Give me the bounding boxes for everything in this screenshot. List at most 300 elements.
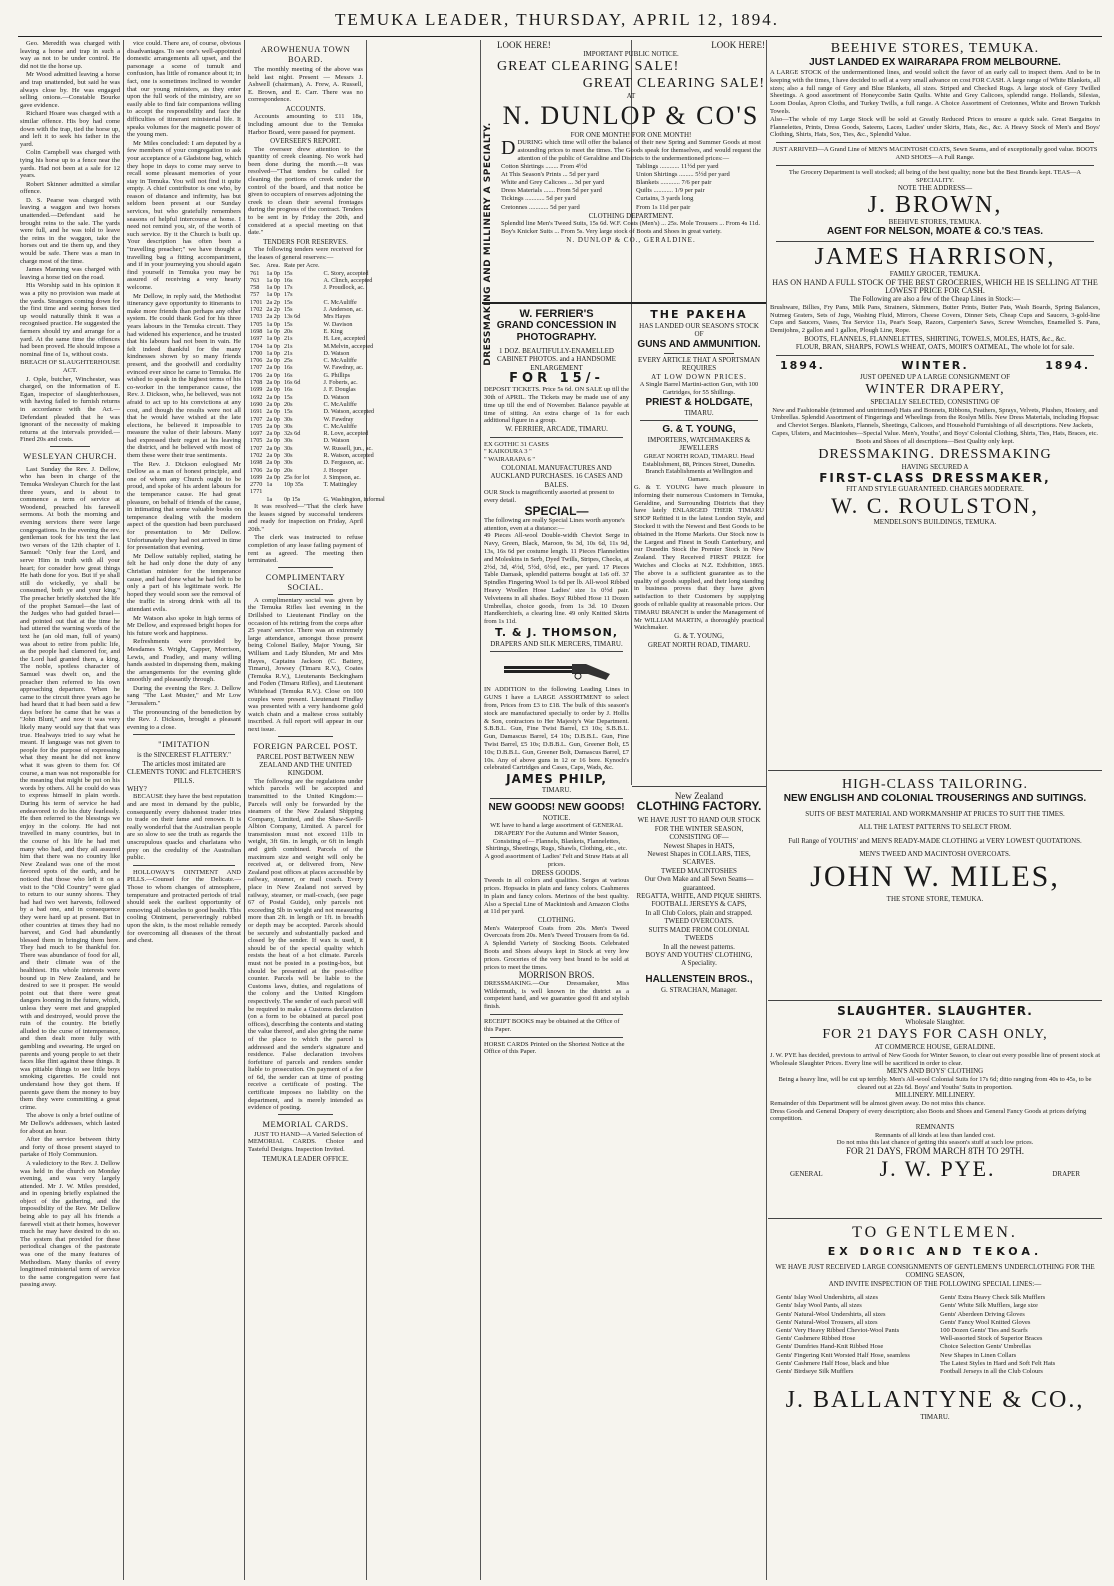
clearing-sale-1: GREAT CLEARING SALE! [497,59,680,75]
tenders-cell: C. McAuliffe [323,422,357,430]
clothing-heading: CLOTHING. [537,916,576,925]
tenders-cell: 1707 [250,415,263,423]
gentlemen-lines [770,1294,1100,1376]
thomson-title: T. & J. THOMSON, [494,625,619,639]
tenders-cell: J. Anderson, ac. [323,306,363,314]
tenders-row [248,416,387,423]
tenders-cell: D. Ferguson, ac. [323,459,365,467]
tenders-cell: 2a 2p [266,298,280,306]
tenders-cell: 1702 [250,452,263,459]
colonial-line: COLONIAL MANUFACTURES AND AUCKLAND PURCHASES. 16 CASES AND BALES. [490,464,623,489]
having-secured: HAVING SECURED A [901,462,969,471]
dunlop-body-text: DURING which time will offer the balance of their new Spring and Summer Goods at most astounding prices to meet the times. The Goods speak for themselves, and would request the attention of the public of Geraldine and Districts to the undermentioned prices:— [517,139,761,162]
newest-hats: Newest Shapes in HATS, [663,841,735,850]
tenders-cell: 1a 0p [266,269,280,277]
tenders-table [248,262,387,503]
article-paragraph: Mr Wood admitted leaving a horse and trap unattended, but said he was always close by. He was engaged selling onions.—Constable Bourke gave evidence. [20,71,120,109]
tenders-cell: C. Story, accepted [323,269,369,277]
tenders-cell: 16s [283,371,293,379]
price-list-right [636,163,761,212]
boys-note: A Speciality. [681,959,717,968]
tenders-cell: 1705 [250,437,263,445]
ballantyne-title: J. BALLANTYNE & CO., [785,1387,1085,1414]
list-item: The Latest Styles in Hard and Soft Felt Hats [940,1359,1056,1367]
notice-heading: NOTICE. [542,813,571,822]
list-item: Gents' Cashmere Half Hose, black and blue [776,1359,890,1367]
at-label: AT [626,92,636,101]
hallenstein-manager: G. STRACHAN, Manager. [660,985,738,994]
draper-label: DRAPER [1052,1169,1080,1178]
tenders-cell: 2a 0p [266,415,280,423]
philp-body: IN ADDITION to the following Leading Lines in GUNS I have a LARGE ASSORTMENT to select from, Prices from £3 to £18. The bulk of this season's stock are manufactured specially to order by J. Hollis & Son, contractors to Her Majesty's War Department. S.B.B.L. Gun, Fine Twist Barrel, £3 10s; S.B.B.L. Gun, Damascus Barrel, £4 10s; D.B.B.L. Gun, Fine Twist Barrel, £5 10s; D.B.B.L. Gun, Greener Bolt, £5 10s; D.B.B.L. Gun, Greener Bolt, Damascus Barrel, £7 10s. Any of above guns in 12 or 16 bore. Kynoch's celebrated Cartridges and Cases, Caps, Wads, &c. [484,686,629,772]
tenders-cell: 0p 15s [283,495,301,503]
article-paragraph: The following are the regulations under which parcels will be accepted and transmitted to the United Kingdom:— Parcels will only be forwarded by the steamers of the New Zealand Shipping Company, Limited, and the Shaw-Savill-Albion Company, Limited. A parcel for transmission must not exceed 11lb in weight, 3ft 6in. in length, or 6ft in length and girth combined. Parcels of the maximum size and weight will only be received at, or delivered from, New Zealand post offices at places accessible by railway, steamer, or mail coach. Every place in New Zealand not served by railway, steamer, or mail-coach, (see page 67 of Postal Guide), only parcels not exceeding 5lb in weight and not measuring more than 2ft. in length or 1ft. in breadth or depth may be accepted. Parcels should be securely and substantially packed and closed by the sender. If wax is used, it should be of the special quality which resists the heat of a hot climate. Parcels must not be posted in a posting-box, but should be presented at the post-office counter. Parcels will be liable to the Customs laws, duties, and regulations of the colony and the United Kingdom respectively. The sender of each parcel will be required to make a Customs declaration (on a form to be obtained at parcel post offices), describing the contents and stating the value thereof, and also giving the name of the place to which the parcel is addressed and the sender's signature and residence. False declaration involves forfeiture of parcels and renders sender liable to prosecution. On payment of a fee of 6d, the sender can at time of posting receive a certificate of posting. The certificate imposes no liability on the department, and is merely intended as evidence of posting. [248,777,363,1112]
millinery-body: Remainder of this Department will be almost given away. Do not miss this chance. [770,1099,986,1107]
tailoring-title: HIGH-CLASS TAILORING. [841,777,1029,792]
divider [50,463,90,464]
tenders-cell [322,488,387,495]
dress-heading: DRESS GOODS. [531,868,582,877]
tenders-cell: 1a 0p [266,276,280,284]
tenders-row [248,394,387,401]
shipment-list [484,441,629,464]
tenders-cell: 1704 [250,342,263,350]
gentlemen-invite: AND INVITE INSPECTION OF THE FOLLOWING SPECIAL LINES:— [828,1279,1042,1288]
list-item: " WAIRARAPA 6 " [484,456,536,464]
divider [278,567,333,568]
morrison-body: DRESSMAKING.—Our Dressmaker, Miss Wildermuth, is well known in the district as a competent hand, and we guarantee good fit and stylish finish. [484,979,629,1011]
opened-line: JUST OPENED UP A LARGE CONSIGNMENT OF [859,372,1010,381]
slaughter-heading: SLAUGHTER. SLAUGHTER. [837,1004,1033,1018]
one-month: FOR ONE MONTH! FOR ONE MONTH! [570,130,692,139]
divider [490,1014,623,1015]
article-paragraph: James Manning was charged with leaving a horse tied on the road. [20,266,120,281]
millinery: MILLINERY. MILLINERY. [895,1091,975,1100]
tenders-cell: 2a 2p [266,306,280,314]
tenders-row [248,335,387,342]
column-rule [123,40,124,1580]
article-heading: AROWHENUA TOWN BOARD. [260,44,351,64]
tenders-row [248,277,387,284]
tenders-cell: 2a 0p [266,408,280,416]
ad-body: BECAUSE they have the best reputation and are most in demand by the public, consequently every dishonest trader tries to trade on their fame and renown. It is really wonderful that the Australian people are so slow to see the truth as regards the unscrupulous quacks and charlatans who prey on the credulity of the Australian public. [127,793,241,862]
tenders-cell: A. Clinch, accepted [323,276,373,284]
vertical-banner-text: DRESSMAKING AND MILLINERY A SPECIALTY. [483,122,493,366]
tenders-cell: Area. [266,262,280,270]
article-heading: COMPLIMENTARY SOCIAL. [265,571,346,592]
list-item: Gents' Dumfries Hand-Knit Ribbed Hose [776,1343,884,1351]
tenders-row [248,459,387,466]
tenders-cell: 1691 [250,408,263,416]
tenders-cell: 1707 [250,444,263,452]
tenders-cell: 16s [283,364,293,372]
list-item: Gents' Islay Wool Pants, all sizes [776,1302,862,1310]
tenders-cell: 32s 6d [283,430,301,438]
article-subheading: BREACH OF SLAUGHTERHOUSE ACT. [20,359,120,374]
newest-collars: Newest Shapes in COLLARS, TIES, SCARVES. [647,850,751,867]
tenders-cell: 1692 [250,393,263,401]
specially-selected: SPECIALLY SELECTED, CONSISTING OF [870,398,1000,407]
pye-signature [770,1156,1100,1181]
list-item: Gents' Islay Wool Undershirts, all sizes [776,1294,878,1302]
ferrier-subtitle: GRAND CONCESSION IN PHOTOGRAPHY. [496,320,617,343]
tenders-row [248,357,387,364]
tenders-cell: 1701 [250,298,263,306]
list-item: Well-assorted Stock of Superior Braces [940,1335,1043,1343]
special-intro: The following are really Special Lines worth anyone's attention, even at a distance:— [484,516,625,532]
tenders-cell: 1a 0p [266,342,280,350]
tenders-cell: T. Mattingley [323,481,358,489]
wholesale-line: Wholesale Slaughter. [905,1018,965,1026]
tenders-cell: Rate per Acre. [283,262,320,270]
rifle-offer: A Single Barrel Martini-action Gun, with 100 Cartridges, for 55 Shillings. [639,381,759,396]
tenders-row [248,372,387,379]
tenders-cell: 2a 0p [266,430,280,438]
tenders-cell: 30s [283,415,293,423]
consisting: CONSISTING OF— [669,833,729,842]
price-list [497,163,765,212]
list-item: At This Season's Prints ... 5d per yard [501,170,599,178]
cheap-lines: The Following are also a few of the Cheap Lines in Stock:— [849,295,1021,304]
our-stock: OUR Stock is magnificently assorted at present to every detail. [484,489,615,505]
article-paragraph: D. S. Pearse was charged with leaving a waggon and two horses unattended.—Defendant said he brought reins to the sale. The yards were full, and he was told to leave the reins in the waggon, take the horses out and tie them up, and they would be safe. There was a man in charge most of the time. [20,196,120,265]
tenders-cell: 1702 [250,306,263,314]
tenders-cell: 2a 0p [266,393,280,401]
tenders-cell: D. Watson [323,393,350,401]
article-heading: WESLEYAN CHURCH. [23,450,117,461]
divider [776,355,1094,356]
new-goods: NEW GOODS! NEW GOODS! [488,801,625,813]
special-heading: SPECIAL— [524,503,589,518]
article-paragraph: After the service between thirty and forty of those present stayed to partake of Holy Communion. [20,1136,120,1159]
ad-heading: MEMORIAL CARDS. [262,1118,349,1129]
list-item: Gents' Natural-Wool Undershirts, all sizes [776,1310,886,1318]
article-paragraph: Last Sunday the Rev. J. Dellow, who has been in charge of the Temuka Wesleyan Church for the last three years, and is about to commence a term of service at Woodend, preached his farewell sermons. At both the morning and evening services there were large congregations. In the evening the rev. gentleman took for his text the last two verses of the 12th chapter of I. Samuel: "Only fear the Lord, and serve Him in truth with all your heart; for consider how great things He hath done for you. But if ye shall still do wickedly, ye shall be consumed, both ye and your king." The preacher briefly sketched the life of the prophet Samuel—the last of the Judges who had guided Israel—and pointed out that at the time he had uttered the warning words of the text he (an old man, full of years) was about to retire from public life, as the people had clamored for, and the Lord had granted them, a king. The noble, spotless character of Samuel was dwelt on, and the preacher then referred to his own approaching departure. When he came to the circuit three years ago he had heard that it had been said a few days before he came that he was a "John Blunt," and now it was very likely many would say that that was true. Healways tried to say what he meant. If language was not given to people for the purpose of expressing what they meant he did not know what it was given to them for. Of course, a man was not responsible for the meaning that might be put on his words by others. All he could do was to express himself in plain words. During his term of service he had endeavored to do his duty fearlessly. He then referred to the blessings we enjoy in the colony. He had not travelled in many countries, but in the course of his life he had met many who had, and they all assured him that there was no country like New Zealand was one of the most favored spots of the earth, and he noticed that those who left it on a visit to the "Old Country" were glad to return to our sunny shores. They had had two wet harvests, followed by a bad one, and in consequence they were hard up at present. But in other countries at times they had no harvest, and God had abundantly blessed them in bringing them here. They had much to be thankful for. There was abundance of food for all, and their climate was of the healthiest. His whole interests were bound up in New Zealand, and he desired to see it prosper. He would point out that there were great dangers looming in the future, which, unless they were met and grappled with and destroyed, would prove the ruin of the country. He briefly alluded to the curse of intemperance, and then dealt more fully with gambling and swearing. He urged on parents and young people to set their faces like flint against these things. It was pitiable things to see little boys smoking cigarettes. He could not understand how they got them. If parents gave them the money to buy them they were committing a great crime. [20,465,120,1111]
divider [490,798,623,799]
tweed-line: MEN'S TWEED AND MACINTOSH OVERCOATS. [859,850,1011,859]
list-item: Gents' Cashmere Ribbed Hose [776,1335,856,1343]
pakeha-body: HAS LANDED OUR SEASON'S STOCK OF [639,322,759,339]
guns-heading: GUNS AND AMMUNITION. [637,338,761,350]
days-21: FOR 21 DAYS FOR CASH ONLY, [822,1027,1048,1043]
football-note: In all Club Colors, plain and strapped. [645,908,753,917]
list-item: Gents' Natural-Wool Trousers, all sizes [776,1318,878,1326]
article-subheading: PARCEL POST BETWEEN NEW ZEALAND AND THE UNITED KINGDOM. [256,752,355,778]
tenders-cell: 25s for lot [283,473,310,481]
divider [482,302,766,304]
tenders-cell: 16s [283,276,293,284]
look-here-left: LOOK HERE! [497,40,551,50]
list-item: Curtains, 3 yards long [636,195,694,203]
tenders-cell: J. Hooper [323,466,348,474]
tenders-cell: D. Watson [323,437,350,445]
harrison-subtitle: FAMILY GROCER, TEMUKA. [889,270,981,279]
tenders-cell: J. Simpson, ac. [323,473,361,481]
dunlop-ad [497,40,765,300]
winter-word: WINTER. [901,358,969,372]
divider [768,1218,1102,1219]
tenders-row [248,284,387,291]
tenders-cell: 2a 0p [266,452,280,459]
article-paragraph: The above is only a brief outline of Mr Dellow's addresses, which lasted for about an hour. [20,1112,120,1135]
tenders-cell: G. Phillips [323,371,350,379]
divider [776,142,1094,143]
suits-note: In all the newest patterns. [663,942,735,951]
article-paragraph: The monthly meeting of the above was held last night. Present — Messrs J. Ashwell (chairman), A. Frew, A. Russell, E. Brown, and E. Carr. There was no correspondence. [248,66,363,104]
ad-subheading: WHY? [127,785,147,794]
brown-title: J. BROWN, [867,191,1003,218]
drop-cap: D [501,137,516,160]
boys-heading: MEN'S AND BOYS' CLOTHING [886,1067,984,1076]
tenders-cell: 17s [283,284,293,292]
gentlemen-lines-left [776,1294,930,1376]
tenders-cell: 15s [283,393,293,401]
article-paragraph: Mr Miles concluded: I am deputed by a few members of your congregation to ask your acceptance of a Gladstone bag, which they hope in days to come may serve to recall some pleasant memories of your stay in Temuka. You will not find it quite empty. A chief contributor is one who, by reason of distance and infirmity, has but seldom been present at our Sunday services, but who gratefully remembers seasons of helpful intercourse at home. I need not remind you, sir, of the worth of such service. By it the Church is built up. Your description has often been a "travelling preacher;" we have thought a travelling bag a fitting accompaniment, and if in your journeying you should again find yourself in Temuka you may be assured of receiving a very hearty welcome. [127,139,241,291]
look-here-row [497,40,765,50]
list-item: Union Shirtings ......... 5½d per yard [636,170,730,178]
article-heading: FOREIGN PARCEL POST. [253,740,358,751]
nz-label: New Zealand [674,791,724,801]
article-paragraph: The pronouncing of the benediction by the Rev. J. Dickson, brought a pleasant evening to a close. [127,708,241,731]
tenders-cell [322,262,387,269]
tenders-row [248,452,387,459]
tenders-cell: 16s 6d [283,379,301,387]
tenders-cell: W. Fawdray, ac. [323,364,364,372]
list-item: Tablings ............ 11½d per yard [636,162,719,170]
tenders-cell: 2a 0p [266,364,280,372]
tenders-row [248,488,387,495]
tenders-cell: 20s [283,466,293,474]
column-6 [770,40,1100,765]
tenders-cell: 2a 2p [266,313,280,321]
article-subheading: OVERSEER'S REPORT. [270,137,341,146]
tenders-cell: 1a 0p [266,284,280,292]
landed-line: JUST LANDED EX WAIRARAPA FROM MELBOURNE. [809,57,1061,68]
article-paragraph: The following tenders were received for the leases of general reserves:— [248,246,363,261]
suits: SUITS MADE FROM COLONIAL TWEEDS [648,925,750,943]
tenders-cell: 20s [283,400,293,408]
column-1 [20,40,120,1580]
tenders-cell: 1705 [250,320,263,328]
tenders-cell: 763 [250,276,260,284]
ballantyne-town: TIMARU. [920,1413,950,1422]
tenders-row [248,496,387,503]
pye-ad [770,1004,1100,1214]
list-item: Cretonnes ............ 5d per yard [501,203,580,211]
ad-subheading: is the SINCEREST FLATTERY." [136,751,231,760]
tenders-cell [264,488,282,495]
divider [133,734,235,735]
gty-title: G. & T. YOUNG, [662,424,736,436]
ferrier-offer: 1 DOZ. BEAUTIFULLY-ENAMELLED CABINET PHOTOS. and a HANDSOME ENLARGEMENT [497,347,616,372]
tenders-cell: 2a 0p [266,400,280,408]
article-paragraph: vice could. There are, of course, obvious disadvantages. To see one's well-appointed domestic arrangements all upset, and the parsonage a scene of tumult and confusion, has little of romance about it; in fact, one is sometimes inclined to wonder that our young ministers, as they enter upon the full work of the ministry, are so easily able to find fair companions willing to accept the responsibility and face the difficulties of itinerant ministerial life. It speaks volumes for the magnetic power of the young men. [127,40,241,139]
tenders-cell: 1707 [250,364,263,372]
tenders-cell: E. King [323,327,343,335]
miles-address: THE STONE STORE, TEMUKA. [886,894,984,903]
tenders-row [248,423,387,430]
divider [664,353,734,354]
macintosh-line: JUST ARRIVED—A Grand Line of MEN'S MACINTOSH COATS, Sewn Seams, and of exceptionally good value. BOOTS AND SHOES—A Full Range. [772,146,1098,161]
list-item: 100 Dozen Gents' Ties and Scarfs [940,1327,1028,1335]
tenders-cell: 21s [283,349,293,357]
roulston-title: W. C. ROULSTON, [831,493,1039,519]
list-item: Blankets ............ 7/6 per pair [636,179,712,187]
article-paragraph: A valedictory to the Rev. J. Dellow was held in the church on Monday evening, and was very largely attended. Mr J. W. Miles presided, and in opening briefly explained the object of the gathering, and the impossibility of the Rev. Mr Dellow being able to pay all his friends a farewell visit at their homes, however much he may have desired to do so. The system that provided for these periodical changes of the pastorate was one of the many features of Methodism. Many thanks of every longtimed ministerial term of service to the same congregation were fast passing away. [20,1159,120,1289]
article-paragraph: J. Ople, butcher, Winchester, was charged, on the information of E. Egan, inspector of slaughterhouses, with having failed to furnish returns in accordance with the Act.—Defendant pleaded that he was ignorant of the necessity of making returns at the intervals provided.—Fined 20s and costs. [20,375,120,444]
divider [278,736,333,737]
winter-body: New and Fashionable (trimmed and untrimmed) Hats and Bonnets, Ribbons, Feathers, Sprays, Velvets, Plushes, Hosiery, and Umbrellas. Splendid Assortment of Fingerings and Wheelings from the Roslyn Mills. New Dress Materials, including Hopsac and Cheviot Serges. Blankets, Flannels, Sheetings, Calicoes, and Household Furnishings of all descriptions. New Jackets, Capes, Ulsters, and Macintoshes—Special Value. Men's, Youths', and Boys' Colonial Clothing, Shirts, Ties, Hats, Braces, etc. Boots and Shoes of all descriptions—Best Quality only kept. [771,406,1099,445]
article-paragraph: The clerk was instructed to refuse completion of any lease failing payment of rent as agreed. The meeting then terminated. [248,534,363,565]
tenders-cell: 15s [283,306,293,314]
march-dates: FOR 21 DAYS, FROM MARCH 8TH TO 29TH. [845,1146,1025,1157]
dunlop-body [497,139,765,162]
tenders-cell: 1703 [250,313,263,321]
ad-body: HOLLOWAY'S OINTMENT AND PILLS.—Counsel for the Delicate.—Those to whom changes of atmosphere, temperature and protracted periods of trial should seek the earliest opportunity of removing all obstacles to good health. This cooling Ointment, perseveringly rubbed upon the skin, is the most reliable remedy for overcoming all diseases of the throat and chest. [127,868,241,945]
overcoats: TWEED OVERCOATS. [664,917,734,926]
list-item: Choice Selection Gents' Umbrellas [940,1343,1031,1351]
tenders-cell: J. F. Douglas [323,386,356,394]
ad-heading: "IMITATION [158,739,210,750]
horse-cards: HORSE CARDS Printed on the Shortest Notice at the Office of this Paper. [484,1040,625,1056]
tenders-cell: J. Foberts, ac. [323,379,358,387]
priest-town: TIMARU. [684,408,714,417]
hallenstein-title: HALLENSTEIN BROS., [645,973,753,985]
note-address: NOTE THE ADDRESS— [897,184,973,193]
tenders-cell: 1697 [250,430,263,438]
tenders-cell: R. Watson, accepted [323,452,374,459]
tenders-cell: 2a 0p [266,459,280,467]
tenders-row [248,401,387,408]
column-5 [634,308,764,788]
tenders-cell: 1708 [250,379,263,387]
tenders-cell: 1a 0p [266,327,280,335]
regatta: REGATTA, WHITE, AND PIQUE SHIRTS. [636,892,762,901]
tenders-cell: W. Fawdray [323,415,354,423]
patterns-line: ALL THE LATEST PATTERNS TO SELECT FROM. [858,823,1012,832]
article-paragraph: Geo. Meredith was charged with leaving a horse and trap in such a way as not to be under control. He did not tie the horse up. [20,40,120,70]
tenders-cell: 21s [283,335,293,343]
remnants: REMNANTS [915,1123,955,1132]
morrison-title: MORRISON BROS. [518,970,595,981]
tenders-cell: M.Melvin, accepted [323,342,374,350]
article-paragraph: Mr Watson also spoke in high terms of Mr Dellow, and expressed bright hopes for his future work and happiness. [127,614,241,637]
article-paragraph: Colin Campbell was charged with tying his horse up to a fence near the yards. Had not been at a sale for 12 years. [20,149,120,180]
tenders-row [248,291,387,298]
tenders-cell: 1698 [250,327,263,335]
article-paragraph: Refreshments were provided by Mesdames S. Wright, Capper, Morrison, Lewis, and Fradley, and many willing hands assisted in dispensing them, making the arrangements for the evening glide smoothly and pleasantly through. [127,638,241,684]
winter-banner [770,359,1100,373]
tenders-cell: 1a 0p [266,335,280,343]
gty-subtitle: IMPORTERS, WATCHMAKERS & JEWELLERS [647,436,751,453]
dunlop-title: N. DUNLOP & CO'S [502,100,760,130]
tenders-cell: R. Love, accepted [323,430,369,438]
article-paragraph: During the evening the Rev. J. Dellow sang "The Last Muster," and Mr Low "Jerusalem." [127,684,241,708]
tenders-cell: D. Watson [323,349,350,357]
dress-goods-line: Dress Goods and General Drapery of every description; also Boots and Shoes and General Fancy Goods at prices defying competition. [770,1107,1087,1123]
article-paragraph: Mr Dellow suitably replied, stating he felt he had only done the duty of any Christian minister for the temperance cause, and had done what he had felt to be only a part of his legitimate work. He hoped they would soon see the removal of the traffic in strong drink with all its attendant evils. [127,552,241,613]
divider [490,437,623,438]
macintoshes: TWEED MACINTOSHES [661,866,737,875]
tenders-row [248,437,387,444]
miles-ad [770,776,1100,996]
grocery-line: The Grocery Department is well stocked; all being of the best quality; none but the Best Brands kept. TEAS—A SPECIALITY. [788,168,1082,184]
tenders-cell: 2a 0p [266,379,280,387]
roulston-address: MENDELSON'S BUILDINGS, TEMUKA. [873,518,997,527]
tenders-cell [248,496,264,503]
tenders-cell: 21s [283,342,293,350]
we-have: WE HAVE JUST TO HAND OUR STOCK [637,816,761,825]
column-4 [484,308,629,1578]
list-item: Gents' Birdseye Silk Mufflers [776,1368,854,1376]
pye-body: J. W. PYE has decided, previous to arrival of New Goods for Winter Season, to clear out every possible line of present stock at Wholesale Slaughter Prices. Every line will be sacrificed in order to clear. [770,1051,1100,1067]
trouserings: NEW ENGLISH AND COLONIAL TROUSERINGS AND SUITINGS. [783,793,1087,804]
tenders-row [248,306,387,313]
tenders-cell: 1a 0p [266,291,280,299]
article-paragraph: A complimentary social was given by the Temuka Rifles last evening in the Drillshed to Lieutenant Findlay on the occasion of his retiring from the corps after 25 years' service. There was an extremely large attendance, amongst those present being Colonel Bailey, Major Young, Sir William and Lady Blunden, Mr and Mrs Hayes, Captains Jackson (C. Battery, Timaru), Jowsey (Timaru R.V.), Coates (Temuka R.V.), Lieutenants Beckingham and Foden (Timaru Rifles), and Lieutenant Whitehead (Temuka R.V.). Close on 100 couples were present. Lieutenant Findlay was presented with a very handsome gold watch chain and a maltese cross suitably inscribed. A full report will appear in our next issue. [248,596,363,733]
tenders-cell: 761 [250,269,260,277]
tenders-row [248,386,387,393]
year-right: 1894. [1045,358,1090,372]
column-rule [766,40,767,1580]
dunlop-footer: N. DUNLOP & CO., GERALDINE. [566,235,696,244]
column-3 [248,40,385,1580]
list-item: Football Jerseys in all the Club Colours [940,1368,1043,1376]
tenders-cell: C. McAuliffe [323,400,357,408]
hallenstein-ad [634,792,764,1192]
philp-town: TIMARU. [541,786,572,795]
tenders-cell: W. Russell, jun., ac. [323,444,373,452]
tenders-cell: Mrs Hayes [323,313,351,321]
tenders-row [248,299,387,306]
article-subheading: TENDERS FOR RESERVES. [263,237,348,246]
tenders-cell: 1698 [250,459,263,467]
special-lines: 49 Pieces All-wool Double-width Cheviot Serge in Navy, Green, Black, Maroon, 9s 3d, 10s 6d, 11s 9d, 13s, 16s 6d per costume length. 11 Pieces Flannelettes and Moleskins in Serb, Dyed Twills, Stripes, Checks, at 2½d, 3d, 4½d, 5½d, 6½d, etc., per yard. 17 Pieces Table Damask, splendid patterns bought at 1s6 off. 37 Spindles Fingering Wool 1s 6d per lb. All-wool Ribbed Heavy Woollen Hose Ladies' size 1s 0½d pair. Velveteens in all shades. Boys' Ribbed Hose 11 Dozen Umbrellas, choice goods, from 1s 3d. 10 Dozen Handkerchiefs, a clearing line. 49 only Knitted Skirts from 1s 11d. [484,532,629,626]
list-item: Gents' White Silk Mufflers, large size [940,1302,1038,1310]
tenders-cell: 15s [283,269,293,277]
tenders-row [248,343,387,350]
article-paragraph: Robert Skinner admitted a similar offence. [20,180,120,196]
list-item: Gents' Aberdeen Driving Gloves [940,1310,1025,1318]
divider [278,1114,333,1115]
tenders-cell: 1771 [250,488,263,496]
tenders-row [248,445,387,452]
ferrier-price: FOR 15/- [509,371,604,387]
cheap-body: Brushware, Billies, Fry Pans, Milk Pans, Strainers, Skimmers, Butter Prints, Butter Pats, Wash Boards, Spring Balances, Nutmeg Graters, Sets of Jugs, Washing Fluid, Mirrors, Cheese Covers, Dinner Sets, Cheap Cups and Saucers, 3-gold-line Cups and Saucers, Vases, Tea Service 11s, Pear's Soap, Razors, Carpenter's Saws, Screw Wrenches, Enamelled S. Pans, Demijohns, 2 gallon and 1 gallon, Plough Line, Rope. [770,303,1100,335]
tenders-cell: 1a [266,481,273,489]
list-item: Gents' Fingering Knit Worsted Half Hose, seamless [776,1351,910,1359]
tenders-cell: 16s [283,386,293,394]
clothing-lines: Splendid line Men's Tweed Suits, 15s 6d. W.F. Coats (Men's) ... 25s. Mole Trousers ... From 4s 11d. Boy's Knicker Suits ... From 5s. Very large stock of Boots and Shoes in great variety. [501,220,761,236]
miles-title: JOHN W. MILES, [810,859,1060,893]
list-item: Gents' Very Heavy Ribbed Cheviot-Wool Pants [776,1327,900,1335]
divider [490,651,623,652]
tenders-cell: 1697 [250,335,263,343]
list-item: Gents' Fancy Wool Knitted Gloves [940,1318,1031,1326]
ferrier-body: DEPOSIT TICKETS. Price 5s 6d. ON SALE up till the 30th of APRIL. The Tickets may be made use of any time up till the end of November. Balance payable at time of sitting. An extra charge of 1s for each additional figure in a group. [484,386,629,425]
tenders-cell: 2a 0p [266,437,280,445]
notice-body: WE have to hand a large assortment of GENERAL DRAPERY For the Autumn and Winter Season, Consisting of— Flannels, Blankets, Flannelettes, Shirtings, Sheetings, Rugs, Shawls, Clothing, etc., etc. A good assortment of Ladies' Felt and Straw Hats at all prices. [484,821,629,868]
tenders-row [248,474,387,481]
tenders-cell: 1a 0p [266,349,280,357]
tenders-row [248,313,387,320]
divider [776,241,1094,242]
tenders-row [248,350,387,357]
column-rule [244,40,245,1580]
article-paragraph: It was resolved—"That the clerk have the leases signed by successful tenderers and ready for inspection on Friday, April 20th." [248,503,363,533]
divider [50,446,90,447]
tenders-cell: 2a 0p [266,444,280,452]
